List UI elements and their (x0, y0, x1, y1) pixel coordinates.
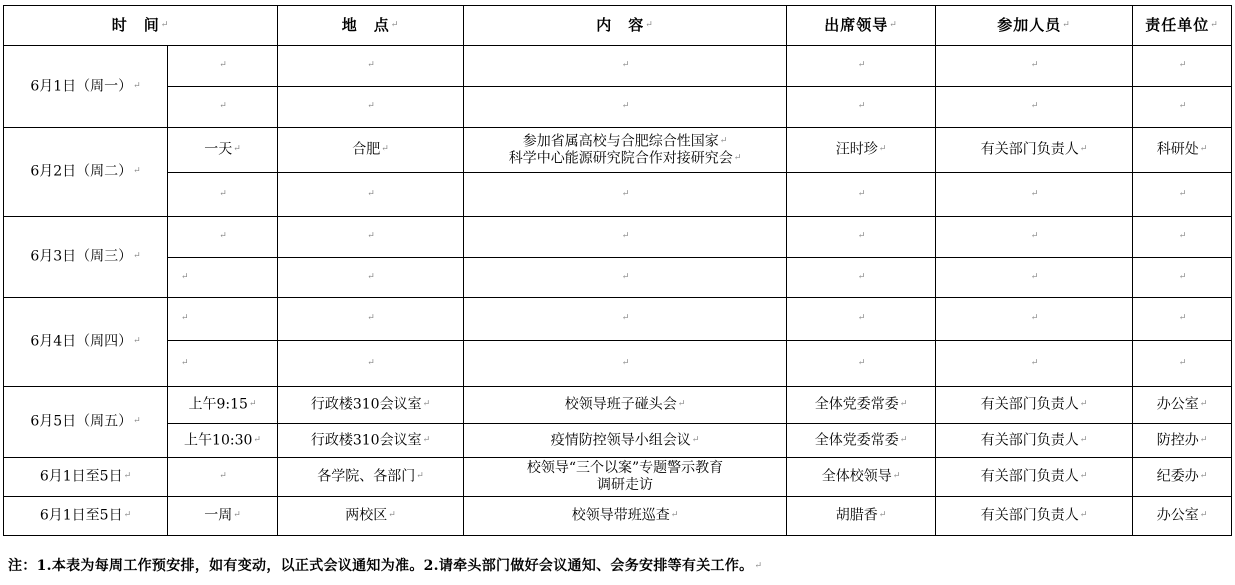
time-cell: 一天↵ (168, 128, 278, 173)
place-cell: ↵ (278, 46, 464, 87)
leader-cell: 全体校领导↵ (787, 458, 936, 497)
time-cell: ↵ (168, 173, 278, 217)
content-cell: ↵ (464, 258, 787, 298)
date-cell: 6月3日（周三）↵ (4, 217, 168, 298)
participants-cell: 有关部门负责人↵ (936, 387, 1133, 424)
content-cell: 校领导带班巡查↵ (464, 497, 787, 536)
place-cell: 各学院、各部门↵ (278, 458, 464, 497)
schedule-table (3, 5, 1232, 536)
time-cell: ↵ (168, 341, 278, 387)
table-row (4, 458, 1232, 497)
participants-cell: ↵ (936, 87, 1133, 128)
time-cell: 上午10:30↵ (168, 424, 278, 458)
participants-cell: ↵ (936, 217, 1133, 258)
footnote: 注：1.本表为每周工作预安排，如有变动，以正式会议通知为准。2.请牵头部门做好会议通知、会务安排等有关工作。↵ (8, 558, 763, 574)
time-cell: ↵ (168, 458, 278, 497)
header-content: 内 容↵ (464, 6, 787, 46)
place-cell: 合肥↵ (278, 128, 464, 173)
place-cell: ↵ (278, 258, 464, 298)
content-cell: ↵ (464, 173, 787, 217)
leader-cell: ↵ (787, 46, 936, 87)
date-cell: 6月1日至5日↵ (4, 458, 168, 497)
time-cell: ↵ (168, 46, 278, 87)
place-cell: ↵ (278, 87, 464, 128)
unit-cell: 防控办↵ (1133, 424, 1232, 458)
table-row (4, 217, 1232, 258)
leader-cell: ↵ (787, 298, 936, 341)
participants-cell: ↵ (936, 298, 1133, 341)
participants-cell: 有关部门负责人↵ (936, 497, 1133, 536)
unit-cell: ↵ (1133, 87, 1232, 128)
table-row (4, 46, 1232, 87)
content-cell: ↵ (464, 46, 787, 87)
date-cell: 6月4日（周四）↵ (4, 298, 168, 387)
participants-cell: ↵ (936, 258, 1133, 298)
content-cell: 参加省属高校与合肥综合性国家↵ 科学中心能源研究院合作对接研究会↵ (464, 128, 787, 173)
place-cell: ↵ (278, 173, 464, 217)
header-leader: 出席领导↵ (787, 6, 936, 46)
time-cell: 一周↵ (168, 497, 278, 536)
content-cell: 校领导“三个以案”专题警示教育 调研走访 (464, 458, 787, 497)
header-time: 时 间↵ (4, 6, 278, 46)
date-cell: 6月5日（周五）↵ (4, 387, 168, 458)
place-cell: ↵ (278, 341, 464, 387)
place-cell: 行政楼310会议室↵ (278, 424, 464, 458)
unit-cell: ↵ (1133, 217, 1232, 258)
header-unit: 责任单位↵ (1133, 6, 1232, 46)
table-row (4, 341, 1232, 387)
unit-cell: ↵ (1133, 46, 1232, 87)
participants-cell: ↵ (936, 46, 1133, 87)
unit-cell: ↵ (1133, 173, 1232, 217)
table-row (4, 387, 1232, 424)
header-row (4, 6, 1232, 46)
place-cell: ↵ (278, 298, 464, 341)
content-cell: 疫情防控领导小组会议↵ (464, 424, 787, 458)
table-row (4, 173, 1232, 217)
leader-cell: 全体党委常委↵ (787, 387, 936, 424)
leader-cell: 汪时珍↵ (787, 128, 936, 173)
leader-cell: ↵ (787, 217, 936, 258)
content-cell: ↵ (464, 298, 787, 341)
unit-cell: 办公室↵ (1133, 497, 1232, 536)
leader-cell: ↵ (787, 258, 936, 298)
place-cell: 行政楼310会议室↵ (278, 387, 464, 424)
date-cell: 6月1日至5日↵ (4, 497, 168, 536)
content-cell: ↵ (464, 341, 787, 387)
table-row (4, 298, 1232, 341)
participants-cell: 有关部门负责人↵ (936, 424, 1133, 458)
leader-cell: 全体党委常委↵ (787, 424, 936, 458)
leader-cell: ↵ (787, 341, 936, 387)
participants-cell: ↵ (936, 173, 1133, 217)
table-row (4, 424, 1232, 458)
time-cell: 上午9:15↵ (168, 387, 278, 424)
time-cell: ↵ (168, 258, 278, 298)
participants-cell: 有关部门负责人↵ (936, 458, 1133, 497)
leader-cell: 胡腊香↵ (787, 497, 936, 536)
unit-cell: ↵ (1133, 258, 1232, 298)
unit-cell: ↵ (1133, 341, 1232, 387)
unit-cell: 办公室↵ (1133, 387, 1232, 424)
participants-cell: 有关部门负责人↵ (936, 128, 1133, 173)
table-row (4, 128, 1232, 173)
participants-cell: ↵ (936, 341, 1133, 387)
header-place: 地 点↵ (278, 6, 464, 46)
table-row (4, 258, 1232, 298)
content-cell: 校领导班子碰头会↵ (464, 387, 787, 424)
time-cell: ↵ (168, 217, 278, 258)
unit-cell: 科研处↵ (1133, 128, 1232, 173)
time-cell: ↵ (168, 298, 278, 341)
leader-cell: ↵ (787, 87, 936, 128)
table-row (4, 87, 1232, 128)
content-cell: ↵ (464, 87, 787, 128)
date-cell: 6月1日（周一）↵ (4, 46, 168, 128)
leader-cell: ↵ (787, 173, 936, 217)
table-row (4, 497, 1232, 536)
place-cell: ↵ (278, 217, 464, 258)
date-cell: 6月2日（周二）↵ (4, 128, 168, 217)
time-cell: ↵ (168, 87, 278, 128)
unit-cell: ↵ (1133, 298, 1232, 341)
content-cell: ↵ (464, 217, 787, 258)
unit-cell: 纪委办↵ (1133, 458, 1232, 497)
place-cell: 两校区↵ (278, 497, 464, 536)
header-participants: 参加人员↵ (936, 6, 1133, 46)
